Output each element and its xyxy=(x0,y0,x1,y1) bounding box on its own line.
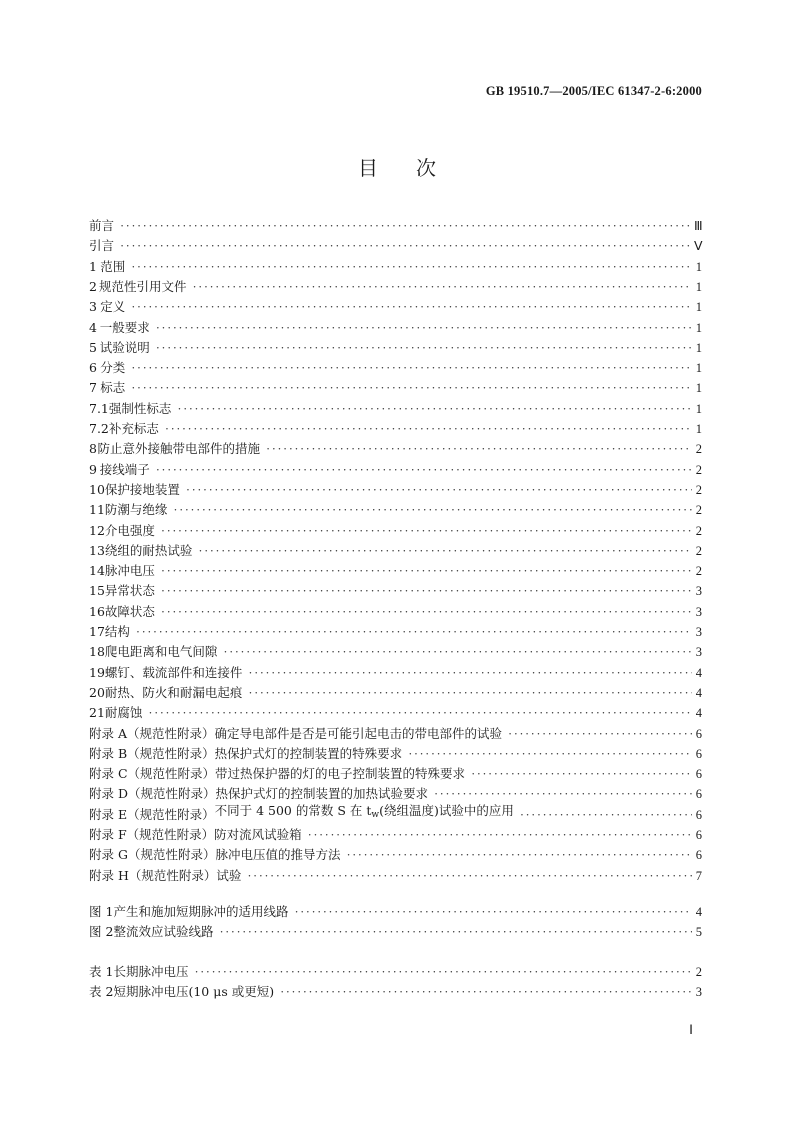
toc-entry-page: 1 xyxy=(695,300,702,315)
toc-entry-label: 防止意外接触带电部件的措施 xyxy=(97,441,261,457)
toc-entry-page: 6 xyxy=(695,787,702,802)
dot-leader xyxy=(131,358,692,378)
toc-entry-page: 4 xyxy=(695,706,702,721)
dot-leader xyxy=(248,683,692,703)
toc-entry-page: Ⅲ xyxy=(694,219,703,233)
toc-entry[interactable]: 20 耐热、防火和耐漏电起痕 ····· 4 xyxy=(89,683,702,703)
toc-entry-label: 热保护式灯的控制装置的加热试验要求 xyxy=(215,786,429,802)
toc-entry-page: 2 xyxy=(695,442,702,457)
toc-entry-page: 2 xyxy=(695,543,702,558)
dot-leader xyxy=(177,399,692,419)
toc-entry-label: 试验 xyxy=(216,867,242,883)
toc-entry-page: 6 xyxy=(695,807,702,822)
toc-entry-page: Ⅴ xyxy=(694,239,703,254)
toc-entry-label: 规范性引用文件 xyxy=(99,278,187,294)
dot-leader xyxy=(156,338,692,358)
toc-entry[interactable]: 10 保护接地装置 ····· 2 xyxy=(89,480,702,500)
toc-entry-label: 不同于 4 500 的常数 S 在 $t_w$(绕组温度)试验中的应用 xyxy=(214,802,514,820)
table-entry-label: 短期脉冲电压(10 μs 或更短) xyxy=(113,984,275,1000)
toc-entry-page: 6 xyxy=(695,828,702,842)
toc-entry-page: 6 xyxy=(695,746,702,761)
toc-entry[interactable]: 3 定义 ····· 1 xyxy=(89,297,702,317)
toc-entry-page: 7 xyxy=(695,868,702,883)
dot-leader xyxy=(219,922,692,942)
toc-entry-page: 1 xyxy=(695,340,702,355)
toc-entry[interactable]: 2 规范性引用文件 ····· 1 xyxy=(89,277,702,297)
toc-entry[interactable]: 13 绕组的耐热试验 ····· 2 xyxy=(89,541,702,561)
dot-leader xyxy=(294,902,692,922)
toc-entry[interactable]: 6 分类 ····· 1 xyxy=(89,358,702,378)
toc-entry-page: 3 xyxy=(695,584,702,599)
toc-entry-page: 2 xyxy=(695,462,702,477)
table-entry[interactable]: 表 1 长期脉冲电压 ····· 2 xyxy=(89,962,702,982)
toc-entry[interactable]: 8 防止意外接触带电部件的措施 ····· 2 xyxy=(89,439,702,459)
dot-leader xyxy=(120,216,692,236)
toc-entry-label: 绕组的耐热试验 xyxy=(104,542,193,558)
toc-entry-label: 前言 xyxy=(89,218,115,233)
toc-entry-annex[interactable]: 附录 E（规范性附录） 不同于 4 500 的常数 S 在 $t_w$(绕组温度)试验中的应用 ····· 6 xyxy=(89,805,702,825)
dot-leader xyxy=(223,642,692,662)
toc-entry-page: 1 xyxy=(695,381,702,396)
dot-leader xyxy=(248,663,692,683)
toc-entry-label: 耐腐蚀 xyxy=(104,705,143,721)
toc-entry[interactable]: 16 故障状态 ····· 3 xyxy=(89,602,702,622)
dot-leader xyxy=(508,724,692,744)
toc-entry-page: 2 xyxy=(695,482,702,497)
toc-entry-label: 脉冲电压 xyxy=(104,563,155,579)
figure-entry-page: 5 xyxy=(695,925,702,940)
toc-entry-page: 1 xyxy=(695,259,702,274)
toc-entry-annex[interactable]: 附录 F（规范性附录） 防对流风试验箱 ····· 6 xyxy=(89,825,702,845)
toc-entry-page: 4 xyxy=(695,665,702,680)
dot-leader xyxy=(161,602,692,622)
toc-entry[interactable]: 4 一般要求 ····· 1 xyxy=(89,318,702,338)
toc-entry-page: 1 xyxy=(695,422,702,436)
toc-entry-page: 3 xyxy=(695,645,702,660)
toc-entry-label: 螺钉、载流部件和连接件 xyxy=(104,664,243,680)
toc-entry-label: 引言 xyxy=(89,238,115,254)
toc-entry-annex[interactable]: 附录 D（规范性附录） 热保护式灯的控制装置的加热试验要求 ····· 6 xyxy=(89,784,702,804)
dot-leader xyxy=(520,805,692,825)
toc-entry[interactable]: 11 防潮与绝缘 ····· 2 xyxy=(89,500,702,520)
dot-leader xyxy=(136,622,692,642)
toc-entry-annex[interactable]: 附录 H（规范性附录） 试验 ····· 7 xyxy=(89,866,702,886)
dot-leader xyxy=(173,500,692,520)
toc-entry[interactable]: 7.1 强制性标志 ····· 1 xyxy=(89,399,702,419)
table-entry-page: 2 xyxy=(695,965,702,979)
toc-entry-label: 一般要求 xyxy=(99,319,150,335)
figure-entry-label: 整流效应试验线路 xyxy=(113,924,214,940)
toc-entry-page: 1 xyxy=(695,320,702,335)
toc-entry[interactable]: 14 脉冲电压 ····· 2 xyxy=(89,561,702,581)
dot-leader xyxy=(194,962,692,982)
dot-leader xyxy=(193,277,692,297)
toc-entry-label: 介电强度 xyxy=(104,522,155,538)
table-entry-label: 长期脉冲电压 xyxy=(113,964,189,979)
toc-entry-label: 标志 xyxy=(100,380,126,396)
toc-entry-label: 补充标志 xyxy=(108,421,159,436)
toc-entry-page: 2 xyxy=(695,564,702,579)
toc-entry-label: 带过热保护器的灯的电子控制装置的特殊要求 xyxy=(215,766,466,782)
toc-entry-annex[interactable]: 附录 C（规范性附录） 带过热保护器的灯的电子控制装置的特殊要求 ····· 6 xyxy=(89,764,702,784)
toc-entry[interactable]: 5 试验说明 ····· 1 xyxy=(89,338,702,358)
dot-leader xyxy=(161,521,692,541)
toc-entry-annex[interactable]: 附录 B（规范性附录） 热保护式灯的控制装置的特殊要求 ····· 6 xyxy=(89,744,702,764)
toc-entry-label: 防潮与绝缘 xyxy=(104,502,168,518)
toc-entry-page: 1 xyxy=(695,279,702,294)
toc-entry[interactable]: 18 爬电距离和电气间隙 ····· 3 xyxy=(89,642,702,662)
dot-leader xyxy=(131,378,692,398)
toc-entry-label: 爬电距离和电气间隙 xyxy=(104,644,218,660)
toc-entry-label: 范围 xyxy=(100,258,126,274)
toc-entry-label: 耐热、防火和耐漏电起痕 xyxy=(104,684,243,700)
toc-entry-label: 确定导电部件是否是可能引起电击的带电部件的试验 xyxy=(214,725,503,741)
toc-entry[interactable]: 12 介电强度 ····· 2 xyxy=(89,521,702,541)
toc-entry-label: 热保护式灯的控制装置的特殊要求 xyxy=(214,745,403,761)
toc-entry-page: 2 xyxy=(695,523,702,538)
toc-entry-page: 6 xyxy=(695,726,702,741)
dot-leader xyxy=(156,460,692,480)
toc-entry-label: 保护接地装置 xyxy=(104,481,180,497)
dot-leader xyxy=(161,581,692,601)
figure-entry-page: 4 xyxy=(695,905,702,919)
dot-leader xyxy=(198,541,692,561)
toc-entry-label: 强制性标志 xyxy=(108,400,172,416)
dot-leader xyxy=(131,257,692,277)
toc-entry[interactable] xyxy=(89,216,702,236)
toc-entry[interactable] xyxy=(89,236,702,256)
toc-entry-label: 试验说明 xyxy=(99,339,150,355)
toc-entry-label: 防对流风试验箱 xyxy=(214,827,302,842)
dot-leader xyxy=(471,764,692,784)
dot-leader xyxy=(247,866,692,886)
dot-leader xyxy=(161,561,692,581)
dot-leader xyxy=(266,439,692,459)
toc-entry-page: 1 xyxy=(695,401,702,416)
toc-entry[interactable]: 1 范围 ····· 1 xyxy=(89,257,702,277)
dot-leader xyxy=(120,236,692,256)
toc-entry-annex[interactable]: 附录 A（规范性附录） 确定导电部件是否是可能引起电击的带电部件的试验 ····· 6 xyxy=(89,724,702,744)
dot-leader xyxy=(131,297,692,317)
toc-entry-page: 2 xyxy=(695,503,702,518)
dot-leader xyxy=(186,480,692,500)
dot-leader xyxy=(148,703,692,723)
dot-leader xyxy=(156,318,692,338)
toc-entry[interactable]: 17 结构 ····· 3 xyxy=(89,622,702,642)
standard-code: GB 19510.7—2005/IEC 61347-2-6:2000 xyxy=(485,84,702,98)
table-entry[interactable]: 表 2 短期脉冲电压(10 μs 或更短) ····· 3 xyxy=(89,982,702,1002)
toc-entry-page: 3 xyxy=(695,604,702,619)
toc-entry[interactable]: 21 耐腐蚀 ····· 4 xyxy=(89,703,702,723)
toc-entry[interactable]: 9 接线端子 ····· 2 xyxy=(89,460,702,480)
figure-entry-label: 产生和施加短期脉冲的适用线路 xyxy=(113,904,289,919)
toc-entry[interactable]: 7 标志 ····· 1 xyxy=(89,378,702,398)
toc-entry-page: 4 xyxy=(695,685,702,700)
dot-leader xyxy=(280,982,692,1002)
toc-entry-label: 异常状态 xyxy=(104,583,155,599)
toc-entry[interactable]: 19 螺钉、载流部件和连接件 ····· 4 xyxy=(89,663,702,683)
toc-entry[interactable]: 15 异常状态 ····· 3 xyxy=(89,581,702,601)
table-entry-page: 3 xyxy=(695,985,702,1000)
dot-leader xyxy=(308,825,692,845)
dot-leader xyxy=(346,845,692,865)
toc-entry-page: 6 xyxy=(695,848,702,863)
toc-entry-annex[interactable]: 附录 G（规范性附录） 脉冲电压值的推导方法 ····· 6 xyxy=(89,845,702,865)
toc-entry-label: 分类 xyxy=(100,360,126,376)
page-title: 目次 xyxy=(358,156,474,180)
toc-entry[interactable]: 7.2 补充标志 ····· 1 xyxy=(89,419,702,439)
figure-entry[interactable]: 图 1 产生和施加短期脉冲的适用线路 ····· 4 xyxy=(89,902,702,922)
figure-entry[interactable]: 图 2 整流效应试验线路 ····· 5 xyxy=(89,922,702,942)
toc-entry-label: 结构 xyxy=(104,624,130,639)
toc-entry-label: 故障状态 xyxy=(104,603,155,619)
toc-entry-label: 接线端子 xyxy=(99,461,150,477)
toc-entry-page: 1 xyxy=(695,361,702,376)
toc-entry-label: 脉冲电压值的推导方法 xyxy=(215,847,341,863)
toc-entry-page: 6 xyxy=(695,767,702,782)
toc-entry-label: 定义 xyxy=(100,299,126,315)
page-number: Ⅰ xyxy=(689,1022,693,1037)
dot-leader xyxy=(408,744,692,764)
toc-entry-page: 3 xyxy=(695,625,702,639)
dot-leader xyxy=(165,419,692,439)
